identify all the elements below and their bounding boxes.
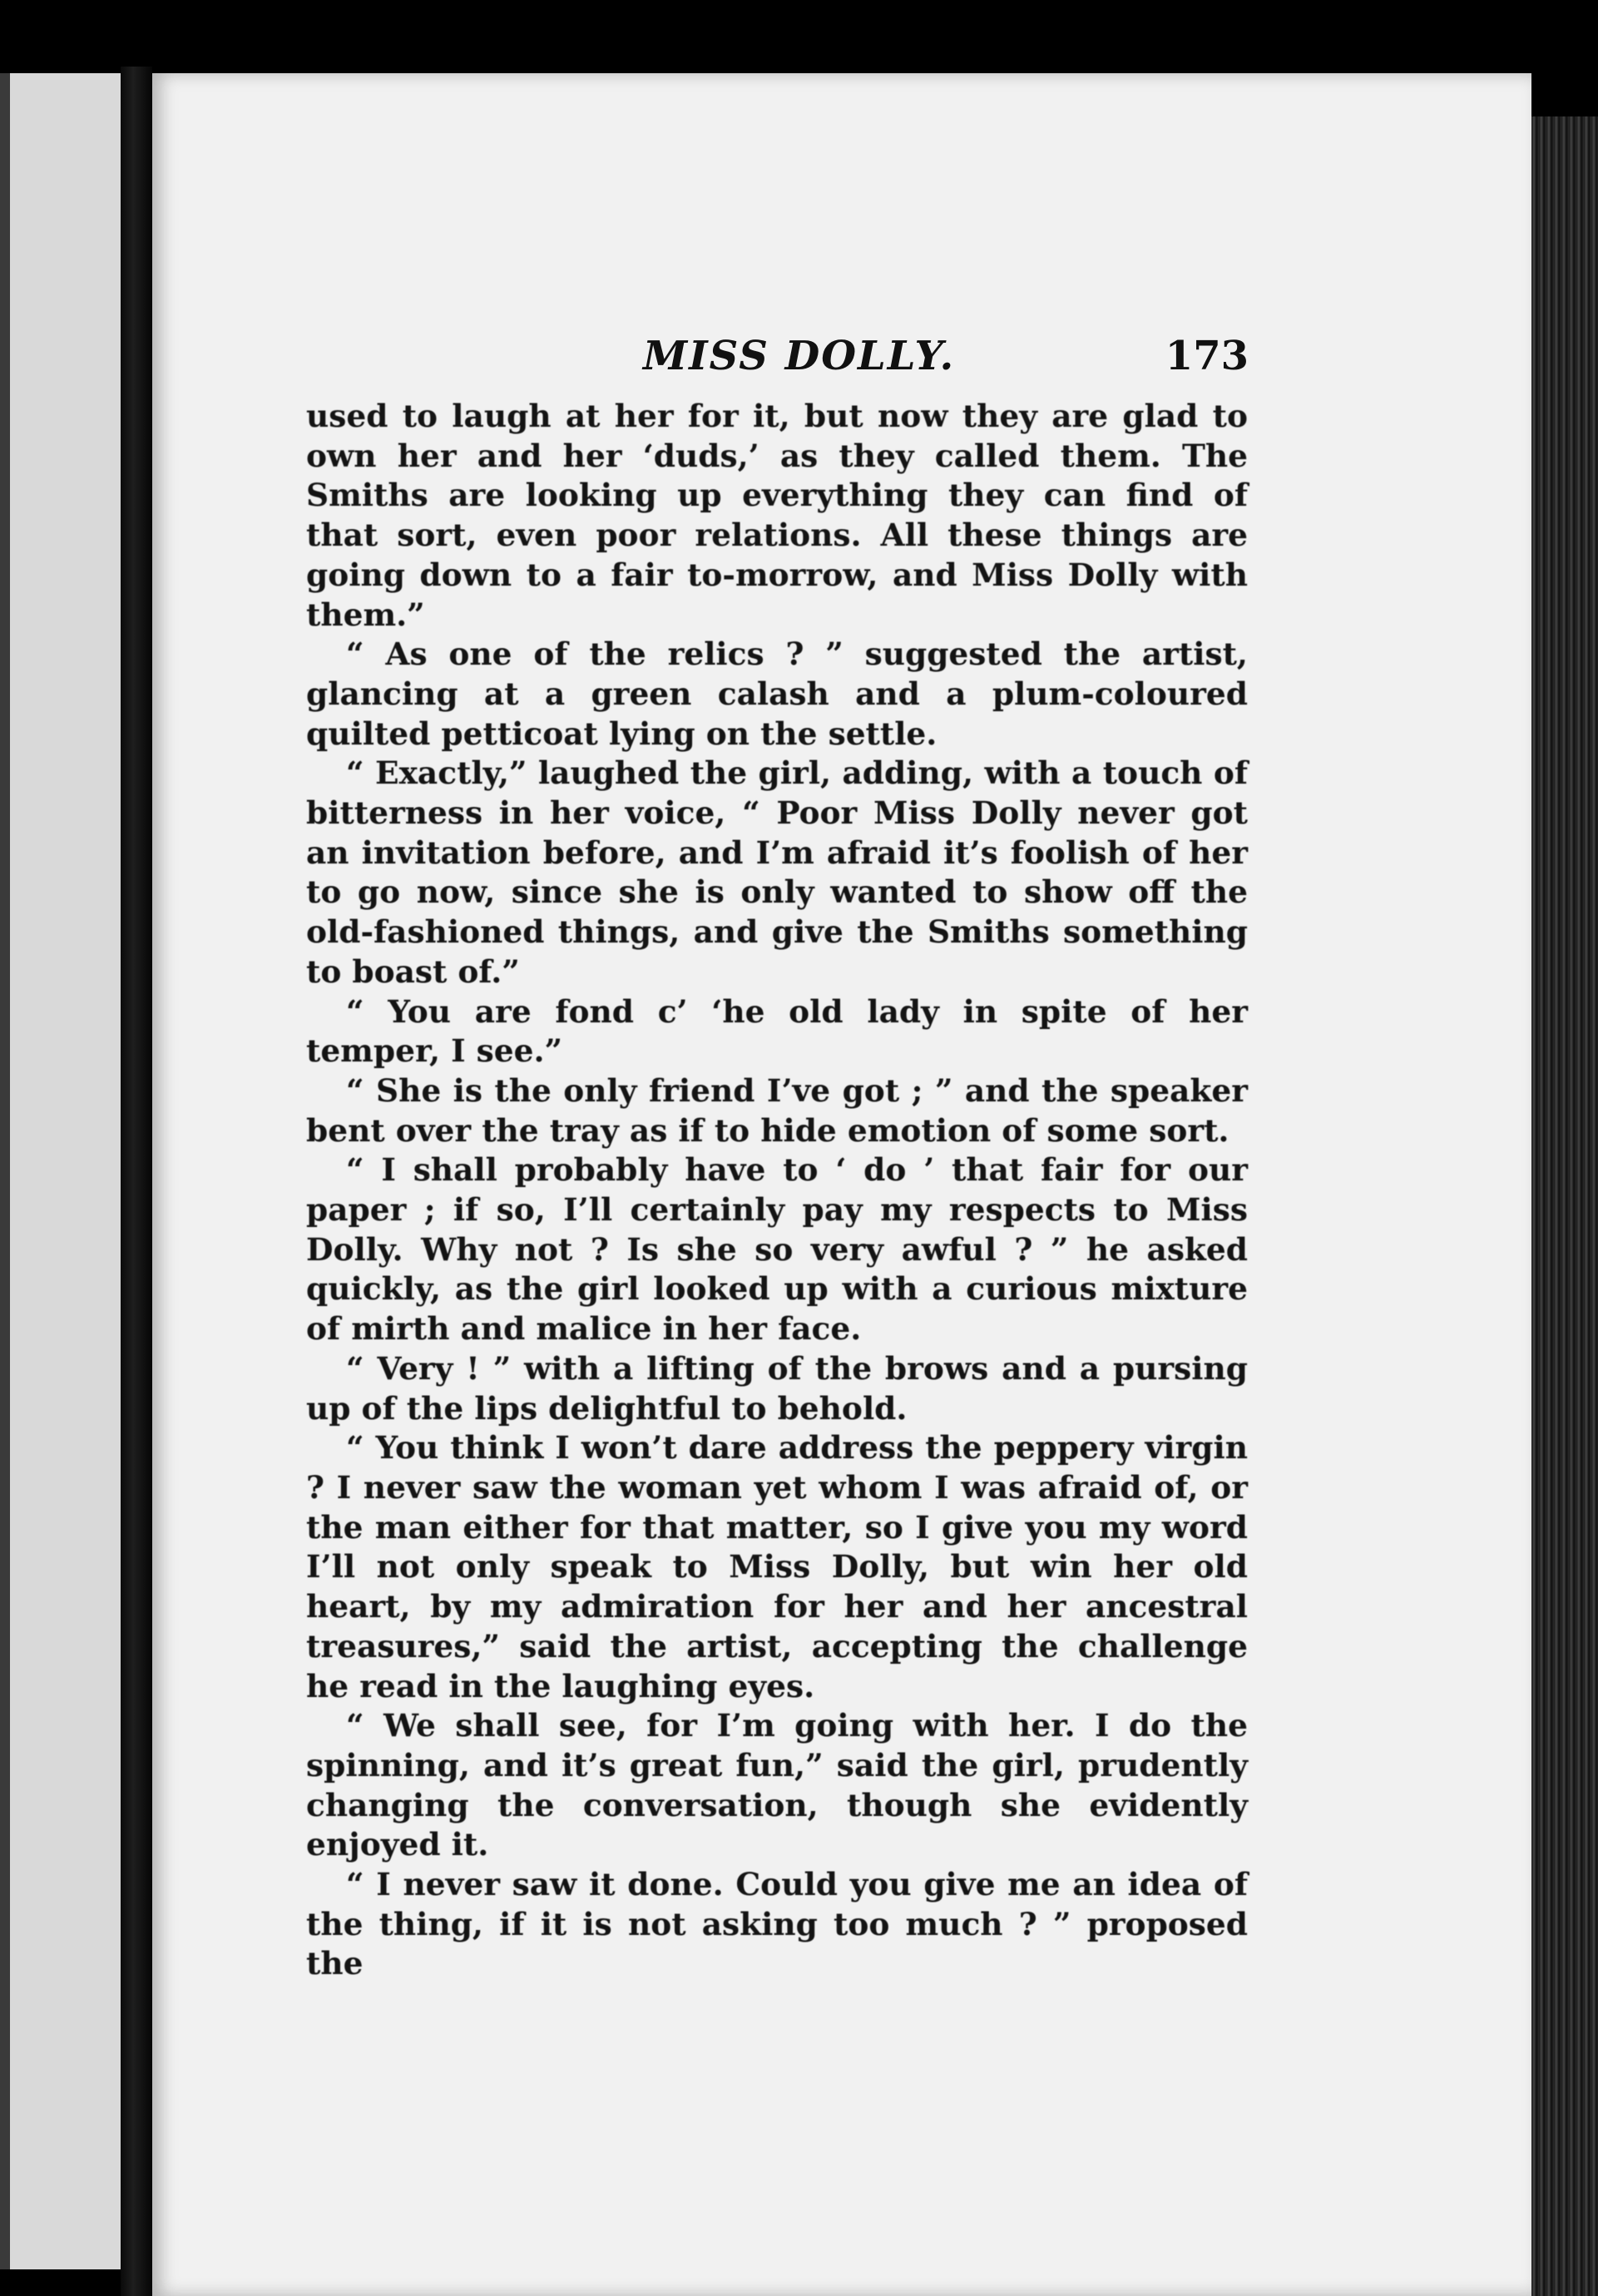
paragraph: “ As one of the relics ? ” suggested the artist, glancing at a green calash and a plum-coloured quilted petticoat lying on the settle.: [306, 636, 1248, 752]
running-head: [310, 333, 1249, 391]
paragraph: “ I shall probably have to ‘ do ’ that fair for our paper ; if so, I’ll certainly pay my respects to Miss Dolly. Why not ? Is she so very awful ? ” he asked quickly, as the girl looked up with a curious mixture of mirth and malice in her face.: [306, 1151, 1248, 1348]
running-head-title: MISS DOLLY.: [643, 333, 956, 379]
text-block: [306, 397, 1248, 1984]
paragraph: “ We shall see, for I’m going with her. I do the spinning, and it’s great fun,” said the girl, prudently changing the conversation, though she evidently enjoyed it.: [306, 1707, 1248, 1863]
paragraph: “ You are fond c’ ‘he old lady in spite of her temper, I see.”: [306, 992, 1248, 1070]
right-page-edges: [1531, 116, 1598, 2296]
paragraph: used to laugh at her for it, but now they are glad to own her and her ‘duds,’ as they called them. The Smiths are looking up everything they can find of that sort, even poor relations. All these things are going down to a fair to-morrow, and Miss Dolly with them.”: [306, 398, 1248, 633]
paragraph: “ You think I won’t dare address the peppery virgin ? I never saw the woman yet whom I was afraid of, or the man either for that matter, so I give you my word I’ll not only speak to Miss Dolly, but win her old heart, by my admiration for her and her ancestral treasures,” said the artist, accepting the challenge he read in the laughing eyes.: [306, 1429, 1248, 1705]
paragraph: “ She is the only friend I’ve got ; ” and the speaker bent over the tray as if to hide emotion of some sort.: [306, 1071, 1248, 1149]
left-page-edge: [0, 73, 10, 2269]
paragraph: “ Exactly,” laughed the girl, adding, with a touch of bitterness in her voice, “ Poor Miss Dolly never got an invitation before, and I’m afraid it’s foolish of her to go now, since she is only wanted to show off the old-fashioned things, and give the Smiths something to boast of.”: [306, 755, 1248, 990]
paragraph: “ Very ! ” with a lifting of the brows and a pursing up of the lips delightful to behold.: [306, 1349, 1248, 1427]
book-gutter: [121, 67, 152, 2296]
left-page: [0, 73, 121, 2269]
paragraph: “ I never saw it done. Could you give me an idea of the thing, if it is not asking too much ? ” proposed the: [306, 1866, 1248, 1982]
page-number: 173: [1165, 333, 1249, 379]
